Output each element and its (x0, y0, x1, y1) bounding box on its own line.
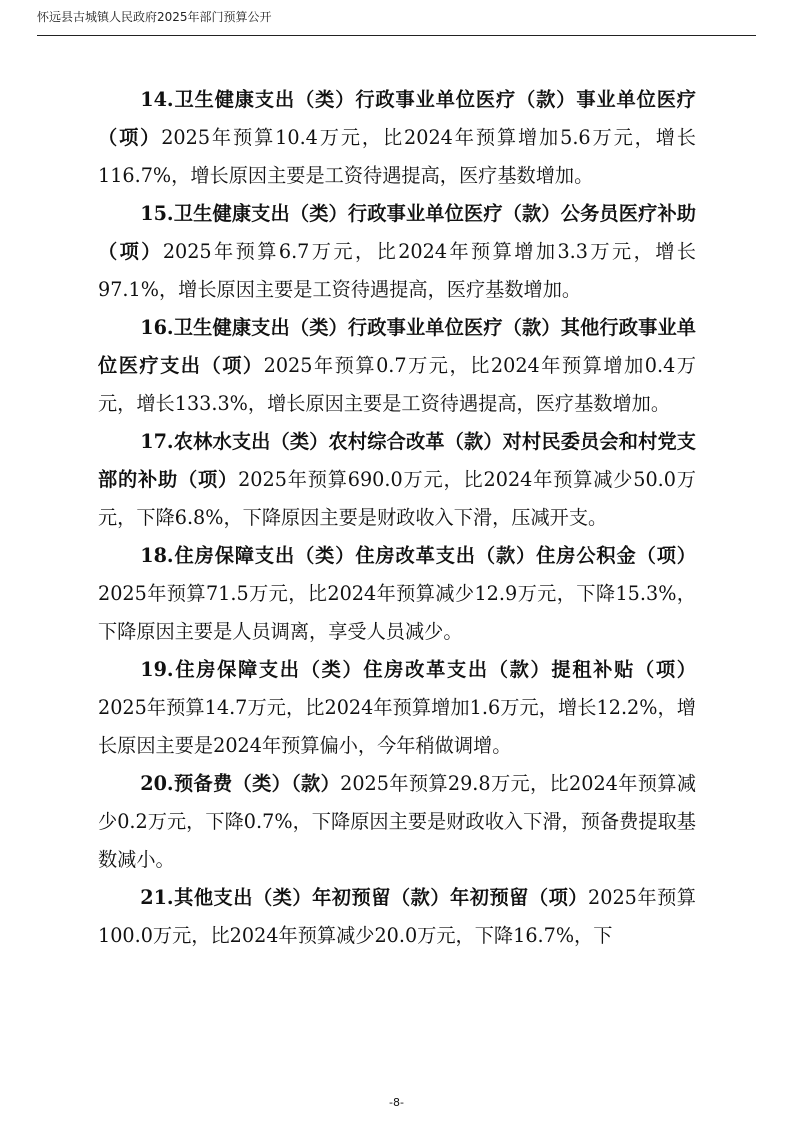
paragraph-heading: 20.预备费（类）（款） (140, 772, 341, 795)
paragraph-body: 2025年预算10.4万元，比2024年预算增加5.6万元，增长116.7%，增长原因主要是工资待遇提高，医疗基数增加。 (98, 126, 696, 187)
page-header-title: 怀远县古城镇人民政府2025年部门预算公开 (37, 10, 272, 24)
paragraph-body: 2025年预算6.7万元，比2024年预算增加3.3万元，增长97.1%，增长原因主要是工资待遇提高，医疗基数增加。 (98, 240, 696, 301)
paragraph-item-20 (98, 765, 696, 879)
paragraph-heading: 15.卫生健康支出（类）行政事业单位医疗（款）公务员医疗补助（项） (98, 202, 696, 263)
paragraph-item-19 (98, 651, 696, 765)
paragraph-heading: 16.卫生健康支出（类）行政事业单位医疗（款）其他行政事业单位医疗支出（项） (98, 316, 696, 377)
paragraph-item-18 (98, 537, 696, 651)
paragraph-body: 2025年预算71.5万元，比2024年预算减少12.9万元，下降15.3%，下降原因主要是人员调离，享受人员减少。 (98, 582, 696, 643)
paragraph-item-21 (98, 879, 696, 955)
paragraph-body: 2025年预算14.7万元，比2024年预算增加1.6万元，增长12.2%，增长原因主要是2024年预算偏小，今年稍做调增。 (98, 696, 696, 757)
paragraph-item-16 (98, 309, 696, 423)
document-body (98, 81, 696, 955)
paragraph-body: 2025年预算29.8万元，比2024年预算减少0.2万元，下降0.7%，下降原因主要是财政收入下滑，预备费提取基数减小。 (98, 772, 697, 871)
header-divider (37, 35, 756, 36)
paragraph-item-14 (98, 81, 696, 195)
paragraph-item-17 (98, 423, 696, 537)
paragraph-heading: 18.住房保障支出（类）住房改革支出（款）住房公积金（项） (140, 544, 696, 567)
paragraph-body: 2025年预算0.7万元，比2024年预算增加0.4万元，增长133.3%，增长原因主要是工资待遇提高，医疗基数增加。 (98, 354, 696, 415)
paragraph-heading: 14.卫生健康支出（类）行政事业单位医疗（款）事业单位医疗（项） (98, 88, 696, 149)
paragraph-heading: 21.其他支出（类）年初预留（款）年初预留（项） (140, 886, 589, 909)
paragraph-body: 2025年预算100.0万元，比2024年预算减少20.0万元，下降16.7%，下 (98, 886, 696, 947)
page-number: -8- (389, 1096, 404, 1109)
paragraph-body: 2025年预算690.0万元，比2024年预算减少50.0万元，下降6.8%，下降原因主要是财政收入下滑，压减开支。 (98, 468, 696, 529)
paragraph-heading: 19.住房保障支出（类）住房改革支出（款）提租补贴（项） (140, 658, 696, 681)
paragraph-item-15 (98, 195, 696, 309)
paragraph-heading: 17.农林水支出（类）农村综合改革（款）对村民委员会和村党支部的补助（项） (98, 430, 696, 491)
